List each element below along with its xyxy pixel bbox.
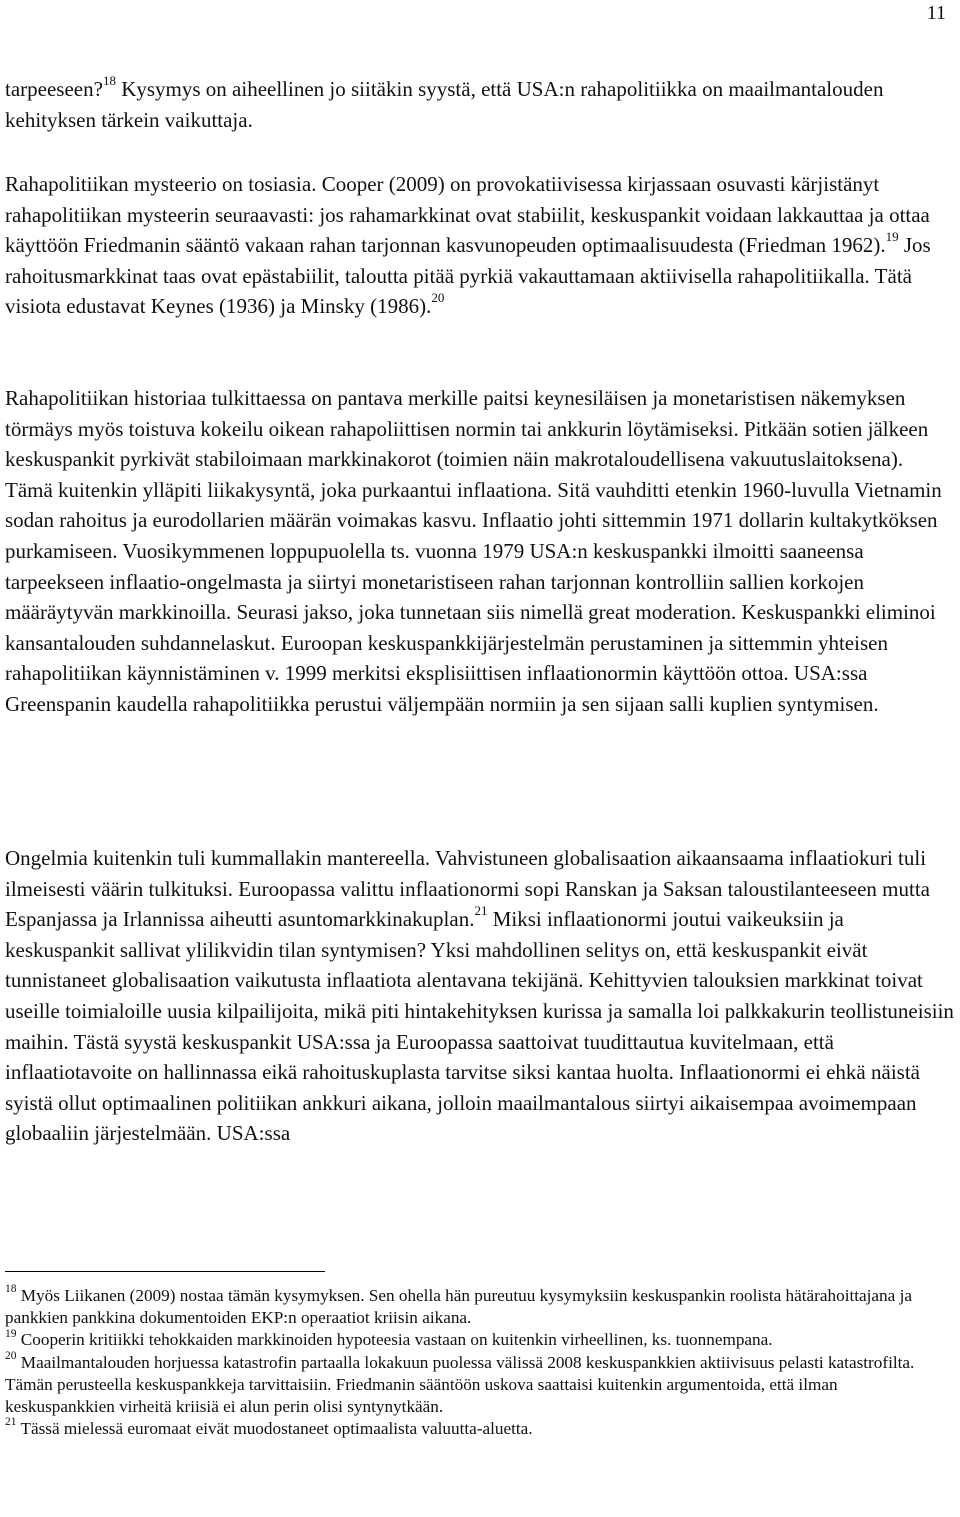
footnote-ref-20[interactable]: 20 bbox=[431, 290, 445, 306]
text-run: tarpeeseen? bbox=[5, 77, 103, 101]
footnote-21 bbox=[5, 1418, 950, 1440]
footnote-number: 18 bbox=[5, 1283, 17, 1296]
paragraph-text bbox=[5, 383, 954, 720]
footnote-ref-19[interactable]: 19 bbox=[885, 229, 899, 245]
paragraph-text bbox=[5, 843, 954, 1149]
paragraph-1 bbox=[5, 74, 954, 135]
footnote-number: 20 bbox=[5, 1349, 17, 1362]
text-run: Miksi inflaationormi joutui vaikeuksiin ja keskuspankit sallivat ylilikvidin tilan syntymisen? Yksi mahdollinen selitys on, että keskuspankit eivät tunnistaneet globalisaation vaikutusta inflaatiota alentavana tekijänä. Kehittyvien talouksien markkinat toivat useille toimialoille uusia kilpailijoita, mikä piti hintakehityksen kurissa ja samalla loi palkkakurin teollistuneisiin maihin. Tästä syystä keskuspankit USA:ssa ja Euroopassa saattoivat tuudittautua kuvitelmaan, että inflaatiotavoite on hallinnassa eikä rahoituskuplasta tarvitse siksi kantaa huolta. Inflaationormi ei ehkä näistä syistä ollut optimaalinen politiikan ankkuri aikana, jolloin maailmantalous siirtyi aikaisempaa avoimempaan globaaliin järjestelmään. USA:ssa bbox=[5, 907, 954, 1146]
paragraph-text bbox=[5, 169, 954, 322]
paragraph-3 bbox=[5, 383, 954, 720]
footnote-19 bbox=[5, 1329, 950, 1351]
footnote-ref-21[interactable]: 21 bbox=[474, 903, 488, 919]
footnote-number: 19 bbox=[5, 1327, 17, 1340]
text-run: Ongelmia kuitenkin tuli kummallakin mantereella. Vahvistuneen globalisaation aikaansaama inflaatiokuri tuli ilmeisesti väärin tulkituksi. Euroopassa valittu inflaationormi sopi Ranskan ja Saksan taloustilanteeseen mutta Espanjassa ja Irlannissa aiheutti asuntomarkkinakuplan. bbox=[5, 846, 930, 932]
paragraph-2 bbox=[5, 169, 954, 322]
footnotes bbox=[5, 1285, 950, 1440]
text-run: Rahapolitiikan historiaa tulkittaessa on pantava merkille paitsi keynesiläisen ja monetaristisen näkemyksen törmäys myös toistuva kokeilu oikean rahapoliittisen normin tai ankkurin löytämiseksi. Pitkään sotien jälkeen keskuspankit pyrkivät stabiloimaan markkinakorot (toimien näin makrotaloudellisena vakuutuslaitoksena). Tämä kuitenkin ylläpiti liikakysyntä, joka purkaantui inflaationa. Sitä vauhditti etenkin 1960-luvulla Vietnamin sodan rahoitus ja eurodollarien määrän voimakas kasvu. Inflaatio johti sittemmin 1971 dollarin kultakytköksen purkamiseen. Vuosikymmenen loppupuolella ts. vuonna 1979 USA:n keskuspankki ilmoitti saaneensa tarpeekseen inflaatio-ongelmasta ja siirtyi monetaristiseen rahan tarjonnan kontrolliin sallien korkojen määräytyvän markkinoilla. Seurasi jakso, joka tunnetaan siis nimellä great moderation. Keskuspankki eliminoi kansantalouden suhdannelaskut. Euroopan keskuspankkijärjestelmän perustaminen ja sittemmin yhteisen rahapolitiikan käynnistäminen v. 1999 merkitsi eksplisiittisen inflaationormin käyttöön ottoa. USA:ssa Greenspanin kaudella rahapolitiikka perustui väljempään normiin ja sen sijaan salli kuplien syntymisen. bbox=[5, 386, 942, 716]
footnote-text: Cooperin kritiikki tehokkaiden markkinoiden hypoteesia vastaan on kuitenkin virheellinen, ks. tuonnempana. bbox=[16, 1330, 773, 1350]
paragraph-4 bbox=[5, 843, 954, 1149]
footnote-separator bbox=[5, 1271, 325, 1272]
footnote-20 bbox=[5, 1349, 950, 1419]
page-number: 11 bbox=[926, 2, 946, 24]
text-run: Kysymys on aiheellinen jo siitäkin syystä, että USA:n rahapolitiikka on maailmantalouden kehityksen tärkein vaikuttaja. bbox=[5, 77, 884, 132]
footnote-number: 21 bbox=[5, 1416, 17, 1429]
paragraph-text bbox=[5, 74, 954, 135]
text-run: Jos rahoitusmarkkinat taas ovat epästabiilit, taloutta pitää pyrkiä vakauttamaan aktiivisella rahapolitiikalla. Tätä visiota edustavat Keynes (1936) ja Minsky (1986). bbox=[5, 233, 931, 319]
footnote-ref-18[interactable]: 18 bbox=[102, 73, 116, 88]
footnote-18 bbox=[5, 1285, 950, 1329]
footnote-text: Tässä mielessä euromaat eivät muodostaneet optimaalista valuutta-aluetta. bbox=[16, 1419, 533, 1439]
footnote-text: Maailmantalouden horjuessa katastrofin partaalla lokakuun puolessa välissä 2008 keskuspankkien aktiivisuus pelasti katastrofilta. Tämän perusteella keskuspankkeja tarvittaisiin. Friedmanin sääntöön uskova saattaisi kuitenkin argumentoida, että ilman keskuspankkien virheitä kriisiä ei alun perin olisi syntynytkään. bbox=[5, 1352, 915, 1417]
footnote-text: Myös Liikanen (2009) nostaa tämän kysymyksen. Sen ohella hän pureutuu kysymyksiin keskuspankin roolista hätärahoittajana ja pankkien pankkina dokumentoiden EKP:n operaatiot kriisin aikana. bbox=[5, 1286, 912, 1328]
text-run: Rahapolitiikan mysteerio on tosiasia. Cooper (2009) on provokatiivisessa kirjassaan osuvasti kärjistänyt rahapolitiikan mysteerin seuraavasti: jos rahamarkkinat ovat stabiilit, keskuspankit voidaan lakkauttaa ja ottaa käyttöön Friedmanin sääntö vakaan rahan tarjonnan kasvunopeuden optimaalisuudesta (Friedman 1962). bbox=[5, 172, 930, 258]
